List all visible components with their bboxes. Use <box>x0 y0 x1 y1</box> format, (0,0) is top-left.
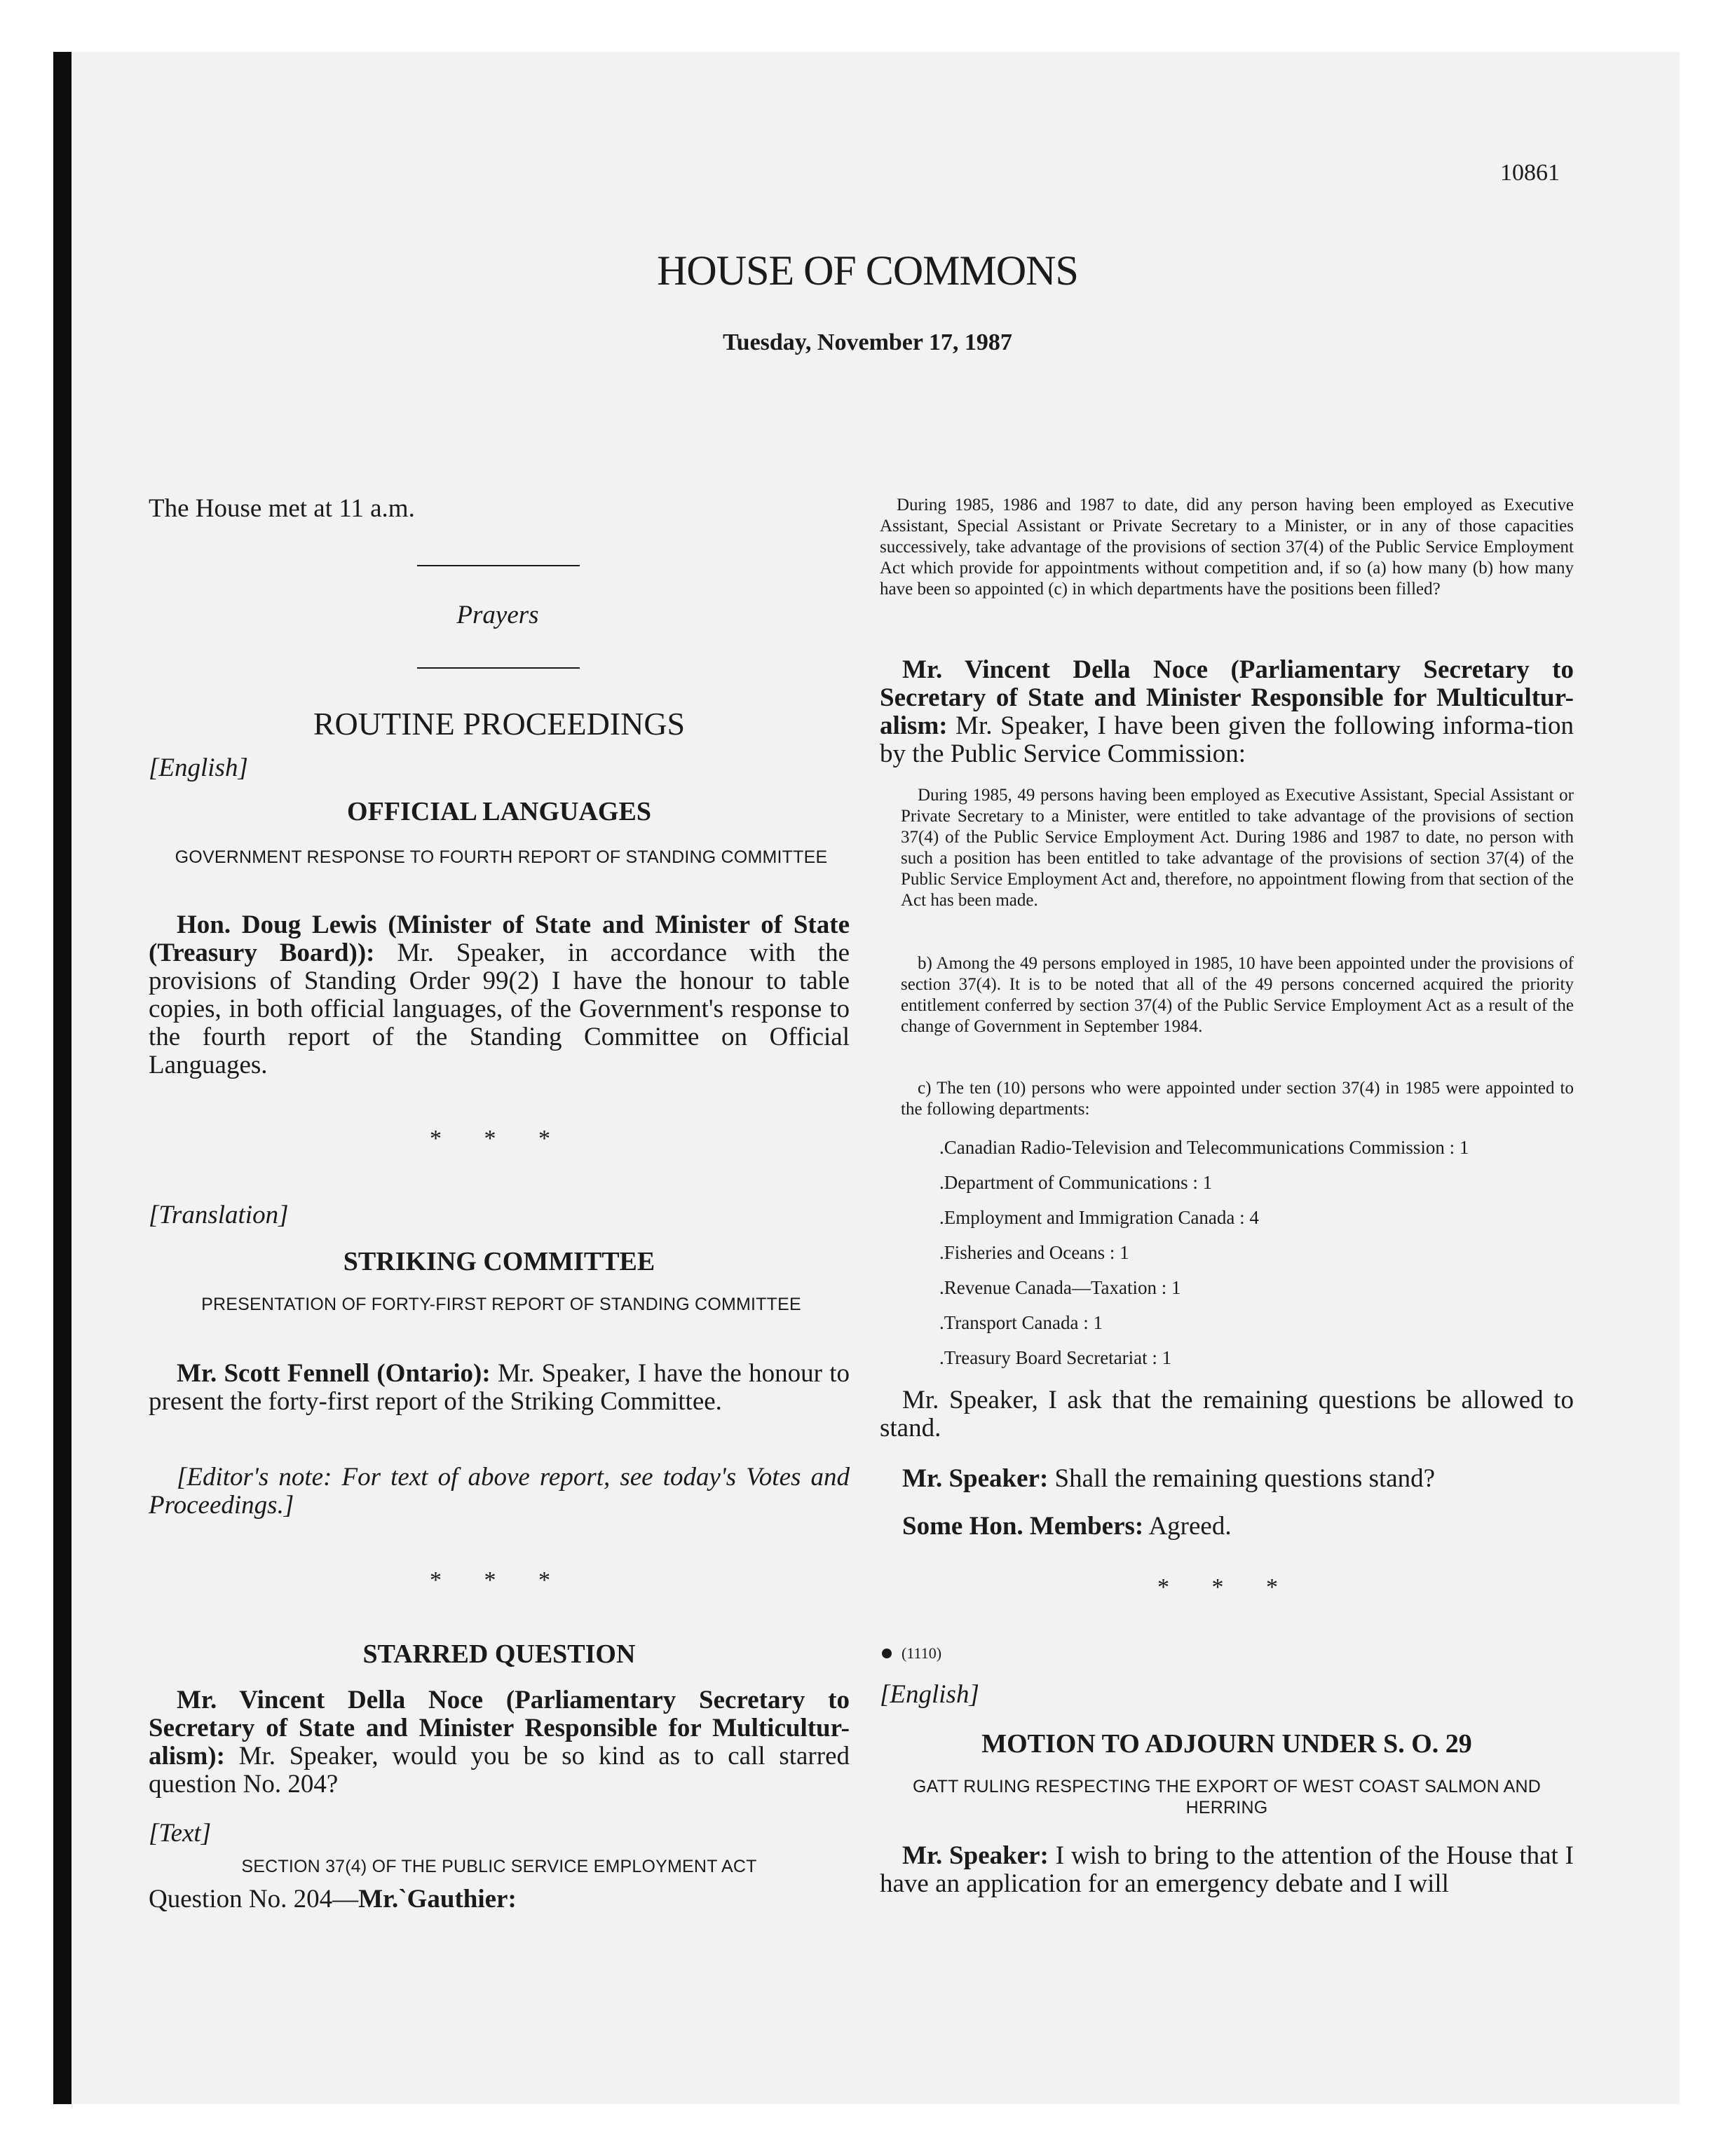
section-separator: * * * <box>430 1126 569 1152</box>
department-item: .Treasury Board Secretariat : 1 <box>939 1347 1172 1368</box>
answer-paragraph-b: b) Among the 49 persons employed in 1985, 10 have been appointed under the provisions of section 37(4). It is to be noted that all of the 49 persons concerned acquired the priority entitlement conferred by section 37(4) of the Public Service Employment Act as a result of the change of Government in September 1984. <box>901 954 1574 1036</box>
speaker-name: Mr. Vincent Della Noce (Parliamentary Secretary to Secretary of State and Minister Responsible for Multicultur-alism): <box>149 1686 850 1770</box>
statement-text: Mr. Speaker, I have been given the following informa-tion by the Public Service Commission: <box>880 711 1574 768</box>
statement-text: I wish to bring to the attention of the House that I have an application for an emergency debate and I will <box>880 1841 1574 1898</box>
lewis-statement <box>149 911 850 1079</box>
timestamp-marker <box>882 1643 941 1663</box>
statement-text: Shall the remaining questions stand? <box>1048 1464 1436 1493</box>
sitting-date: Tuesday, November 17, 1987 <box>723 329 1012 355</box>
statement-text: Mr. Speaker, in accordance with the provisions of Standing Order 99(2) I have the honour to table copies, in both official languages, of the Government's response to the fourth report of the Standing Committee on Official Languages. <box>149 939 850 1079</box>
remaining-questions-request: Mr. Speaker, I ask that the remaining questions be allowed to stand. <box>880 1386 1574 1442</box>
statement-text: Mr. Speaker, would you be so kind as to call starred question No. 204? <box>149 1742 850 1799</box>
question-number: Question No. 204— <box>149 1885 359 1913</box>
department-item: .Revenue Canada—Taxation : 1 <box>939 1277 1181 1298</box>
statement-text: Agreed. <box>1143 1512 1232 1541</box>
scan-edge-bar <box>53 52 72 2104</box>
department-item: .Employment and Immigration Canada : 4 <box>939 1207 1259 1228</box>
page-number: 10861 <box>1500 160 1560 186</box>
speaker-name: Mr. Vincent Della Noce (Parliamentary Secretary to Secretary of State and Minister Responsible for Multicultur-alism: <box>880 655 1574 740</box>
department-item: .Department of Communications : 1 <box>939 1172 1213 1193</box>
language-tag: [English] <box>149 753 248 782</box>
section-heading: SECTION 37(4) OF THE PUBLIC SERVICE EMPLOYMENT ACT <box>241 1857 757 1876</box>
department-item: .Transport Canada : 1 <box>939 1312 1103 1333</box>
official-languages-subheading: GOVERNMENT RESPONSE TO FOURTH REPORT OF STANDING COMMITTEE <box>175 847 828 867</box>
answer-statement <box>880 656 1574 768</box>
motion-heading: MOTION TO ADJOURN UNDER S. O. 29 <box>981 1729 1472 1759</box>
motion-subheading: GATT RULING RESPECTING THE EXPORT OF WEST COAST SALMON AND HERRING <box>912 1777 1542 1817</box>
language-tag: [Translation] <box>149 1201 289 1229</box>
speaker-name: Hon. Doug Lewis (Minister of State and Minister of State (Treasury Board)): <box>149 910 850 967</box>
question-line <box>149 1885 850 1913</box>
speaker-name: Mr. Speaker: <box>902 1464 1049 1493</box>
divider-rule <box>417 667 580 669</box>
dellanoce-statement <box>149 1686 850 1799</box>
starred-question-heading: STARRED QUESTION <box>362 1639 636 1669</box>
question-author: Mr.`Gauthier: <box>358 1885 517 1913</box>
timestamp: (1110) <box>901 1644 942 1662</box>
prayers-label: Prayers <box>456 601 539 629</box>
speaker-name: Mr. Scott Fennell (Ontario): <box>177 1359 491 1388</box>
language-tag: [English] <box>880 1680 979 1709</box>
fennell-statement <box>149 1360 850 1416</box>
editors-note: [Editor's note: For text of above report, see today's Votes and Proceedings.] <box>149 1463 850 1520</box>
official-languages-heading: OFFICIAL LANGUAGES <box>347 797 651 826</box>
bullet-dot-icon <box>882 1649 892 1658</box>
members-response <box>880 1513 1574 1541</box>
page-title: HOUSE OF COMMONS <box>657 247 1078 294</box>
speaker-name: Mr. Speaker: <box>902 1841 1049 1870</box>
final-statement <box>880 1842 1574 1898</box>
language-tag: [Text] <box>149 1819 212 1848</box>
divider-rule <box>417 565 580 566</box>
department-item: .Canadian Radio-Television and Telecommunications Commission : 1 <box>939 1137 1469 1158</box>
speaker-question <box>880 1465 1574 1493</box>
speaker-name: Some Hon. Members: <box>902 1512 1144 1541</box>
department-item: .Fisheries and Oceans : 1 <box>939 1242 1129 1263</box>
opening-line: The House met at 11 a.m. <box>149 494 415 523</box>
section-separator: * * * <box>430 1567 569 1593</box>
answer-paragraph: During 1985, 49 persons having been employed as Executive Assistant, Special Assistant or Private Secretary to a Minister, were entitled to take advantage of the provisions of section 37(4) of the Public Service Employment Act. During 1986 and 1987 to date, no person with such a position has been entitled to take advantage of the provisions of section 37(4) of the Public Service Employment Act and, therefore, no appointment flowing from that section of the Act has been made. <box>901 786 1574 910</box>
statement-text: Mr. Speaker, I have the honour to present the forty-first report of the Striking Committee. <box>149 1359 850 1416</box>
routine-proceedings-heading: ROUTINE PROCEEDINGS <box>313 706 686 742</box>
section-separator: * * * <box>1157 1574 1296 1600</box>
answer-paragraph-c: c) The ten (10) persons who were appointed under section 37(4) in 1985 were appointed to the following departments: <box>901 1079 1574 1119</box>
striking-committee-subheading: PRESENTATION OF FORTY-FIRST REPORT OF STANDING COMMITTEE <box>201 1295 801 1314</box>
question-text: During 1985, 1986 and 1987 to date, did any person having been employed as Executive Assistant, Special Assistant or Private Secretary to a Minister, or in any of those capacities successively, take advantage of the provisions of section 37(4) of the Public Service Employment Act which provide for appointments without competition and, if so (a) how many (b) how many have been so appointed (c) in which departments have the positions been filled? <box>880 496 1574 599</box>
striking-committee-heading: STRIKING COMMITTEE <box>343 1247 655 1276</box>
